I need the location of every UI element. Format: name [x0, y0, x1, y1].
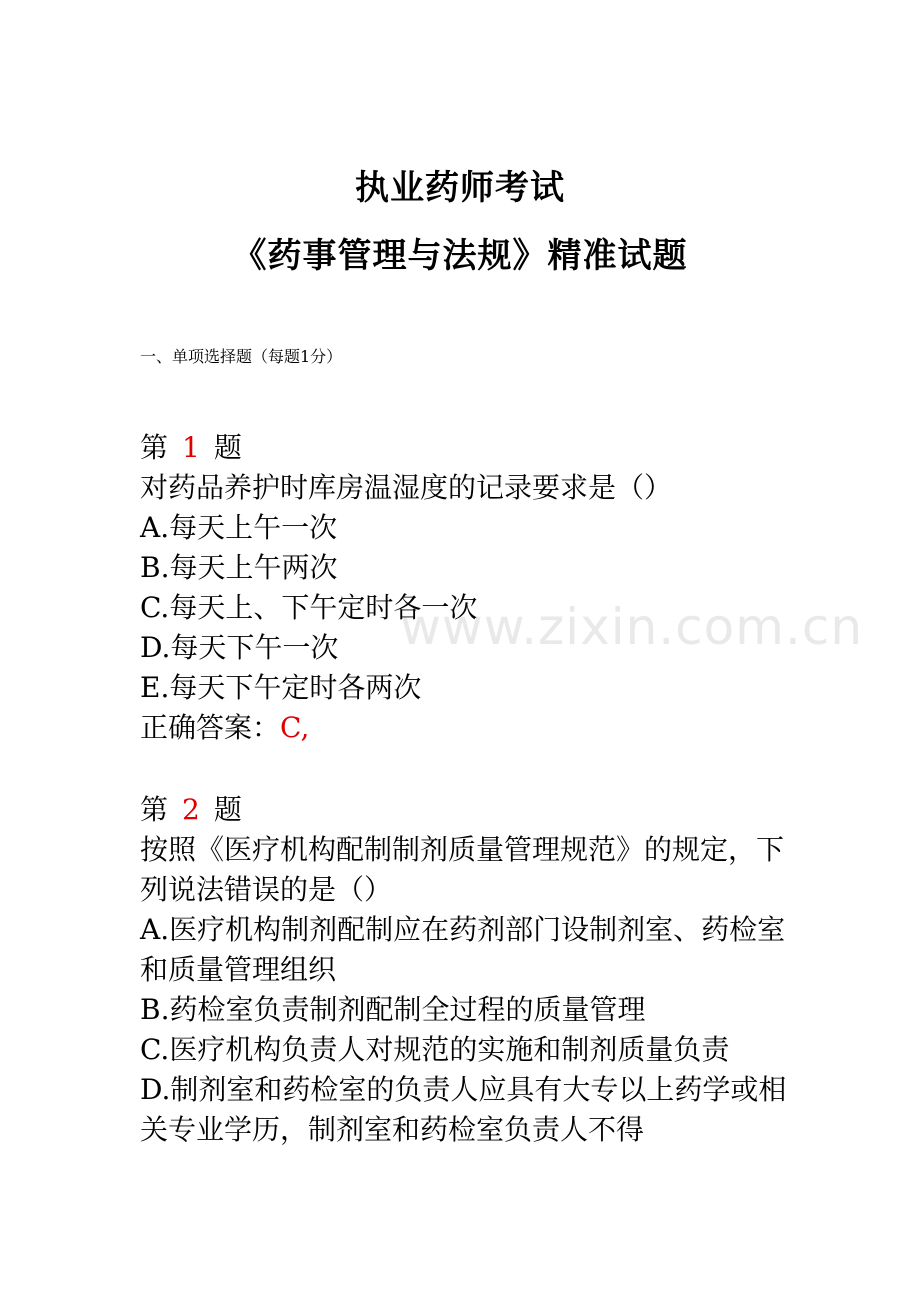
option-e: E.每天下午定时各两次 — [140, 671, 422, 704]
section-heading: 一、单项选择题（每题1分） — [140, 347, 343, 366]
option-a: A.医疗机构制剂配制应在药剂部门设制剂室、药检室和质量管理组织 — [140, 913, 786, 986]
answer-label: 正确答案： — [140, 711, 281, 744]
option-d: D.每天下午一次 — [140, 631, 339, 664]
question-stem: 按照《医疗机构配制制剂质量管理规范》的规定，下列说法错误的是（） — [140, 833, 785, 906]
option-d: D.制剂室和药检室的负责人应具有大专以上药学或相关专业学历，制剂室和药检室负责人不得 — [140, 1073, 787, 1146]
option-c: C.每天上、下午定时各一次 — [140, 591, 478, 624]
option-a: A.每天上午一次 — [140, 511, 338, 544]
question-header — [140, 428, 800, 468]
question-prefix: 第 — [140, 431, 169, 464]
answer-line — [140, 708, 800, 748]
question-header — [140, 790, 800, 830]
question-stem: 对药品养护时库房温湿度的记录要求是（） — [140, 471, 673, 504]
question-prefix: 第 — [140, 793, 169, 826]
question-1 — [140, 428, 800, 748]
option-c: C.医疗机构负责人对规范的实施和制剂质量负责 — [140, 1033, 730, 1066]
answer-value: C, — [280, 711, 310, 744]
document-title: 执业药师考试 — [355, 168, 565, 208]
watermark: www.zixin.com.cn — [400, 598, 864, 656]
document-subtitle: 《药事管理与法规》精准试题 — [232, 236, 688, 276]
option-b: B.每天上午两次 — [140, 551, 338, 584]
option-b: B.药检室负责制剂配制全过程的质量管理 — [140, 993, 646, 1026]
question-number: 1 — [182, 431, 200, 464]
question-number: 2 — [182, 793, 200, 826]
question-suffix: 题 — [213, 793, 242, 826]
question-2 — [140, 790, 800, 1150]
question-suffix: 题 — [213, 431, 242, 464]
